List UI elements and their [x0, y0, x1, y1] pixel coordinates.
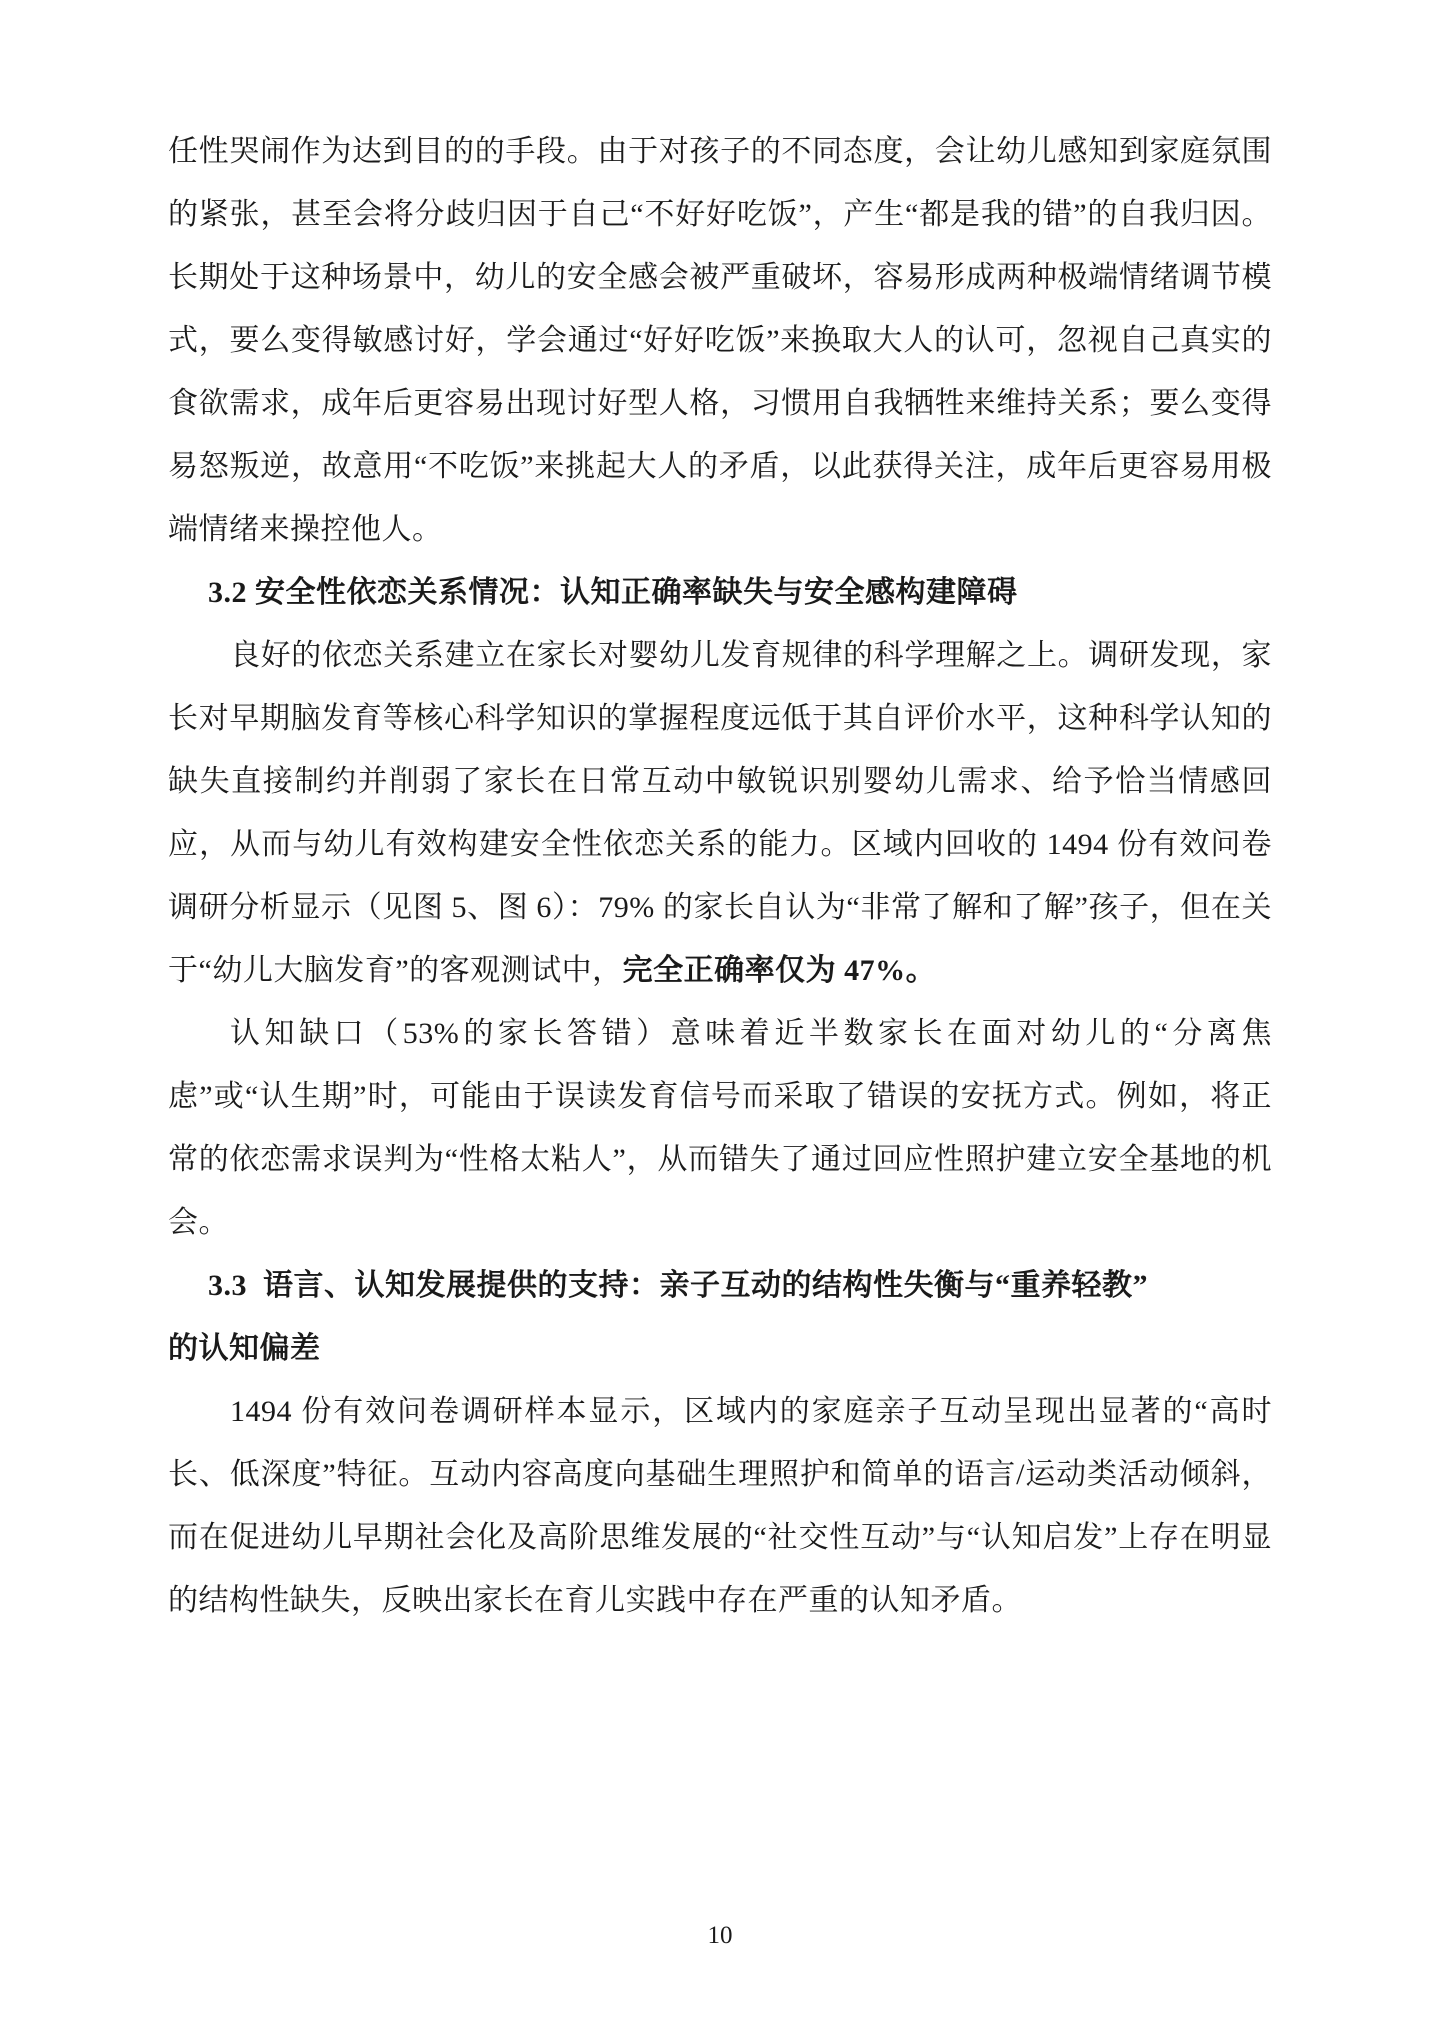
section-3-2-highlight: 完全正确率仅为 47%。: [622, 954, 937, 987]
section-3-3-paragraph-1: 1494 份有效问卷调研样本显示，区域内的家庭亲子互动呈现出显著的“高时长、低深度”特征。互动内容高度向基础生理照护和简单的语言/运动类活动倾斜，而在促进幼儿早期社会化及高阶思维发展的“社交性互动”与“认知启发”上存在明显的结构性缺失，反映出家长在育儿实践中存在严重的认知矛盾。: [168, 1395, 1272, 1617]
heading-3-2-number: 3.2: [208, 576, 247, 609]
heading-3-3-text: 语言、认知发展提供的支持：亲子互动的结构性失衡与“重养轻教”: [263, 1269, 1148, 1302]
page-number: 10: [707, 1922, 733, 1949]
section-3-2-paragraph-2: 认知缺口（53%的家长答错）意味着近半数家长在面对幼儿的“分离焦虑”或“认生期”时，可能由于误读发育信号而采取了错误的安抚方式。例如，将正常的依恋需求误判为“性格太粘人”，从而错失了通过回应性照护建立安全基地的机会。: [168, 1017, 1272, 1239]
heading-3-3-line-2: 的认知偏差: [168, 1332, 321, 1365]
section-3-2-paragraph-1: [168, 624, 1272, 1002]
heading-3-3: [168, 1254, 1272, 1317]
paragraph-continuation: 任性哭闹作为达到目的的手段。由于对孩子的不同态度，会让幼儿感知到家庭氛围的紧张，甚至会将分歧归因于自己“不好好吃饭”，产生“都是我的错”的自我归因。长期处于这种场景中，幼儿的安全感会被严重破坏，容易形成两种极端情绪调节模式，要么变得敏感讨好，学会通过“好好吃饭”来换取大人的认可，忽视自己真实的食欲需求，成年后更容易出现讨好型人格，习惯用自我牺牲来维持关系；要么变得易怒叛逆，故意用“不吃饭”来挑起大人的矛盾，以此获得关注，成年后更容易用极端情绪来操控他人。: [168, 135, 1272, 546]
heading-3-3-number: 3.3: [208, 1269, 247, 1302]
heading-3-2: [168, 561, 1272, 624]
section-3-2-paragraph-1-text: 良好的依恋关系建立在家长对婴幼儿发育规律的科学理解之上。调研发现，家长对早期脑发育等核心科学知识的掌握程度远低于其自评价水平，这种科学认知的缺失直接制约并削弱了家长在日常互动中敏锐识别婴幼儿需求、给予恰当情感回应，从而与幼儿有效构建安全性依恋关系的能力。区域内回收的 1494 份有效问卷调研分析显示（见图 5、图 6）：79% 的家长自认为“非常了解和了解”孩子，但在关于“幼儿大脑发育”的客观测试中，: [168, 639, 1272, 987]
heading-3-2-text: 安全性依恋关系情况：认知正确率缺失与安全感构建障碍: [255, 576, 1018, 609]
